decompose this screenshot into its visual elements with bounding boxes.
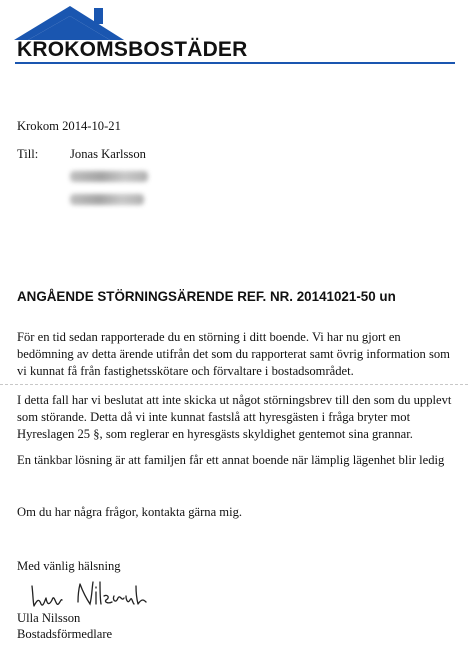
- text-line: Hyreslagen 25 §, som reglerar en hyresgästs skyldighet gentemot sina grannar.: [17, 427, 413, 441]
- brand-name: KROKOMSBOSTÄDER: [17, 38, 248, 61]
- fold-line: [0, 384, 468, 385]
- letterhead-rule: [15, 62, 455, 64]
- subject-heading: ANGÅENDE STÖRNINGSÄRENDE REF. NR. 20141021-50 un: [17, 289, 396, 304]
- body-paragraph-3: [17, 452, 444, 469]
- body-paragraph-2: [17, 392, 451, 443]
- redacted-postal-line: [70, 194, 144, 205]
- text-line: Om du har några frågor, kontakta gärna mig.: [17, 505, 243, 519]
- text-line: som störande. Detta då vi inte kunnat fastslå att hyresgästen i fråga bryter mot: [17, 410, 411, 424]
- recipient-name: Jonas Karlsson: [70, 147, 146, 161]
- text-line: För en tid sedan rapporterade du en störning i ditt boende. Vi har nu gjort en: [17, 330, 401, 344]
- handwritten-signature: [28, 576, 158, 610]
- body-paragraph-4: [17, 504, 242, 521]
- text-line: vi kunnat få från fastighetsskötare och förvaltare i bostadsområdet.: [17, 364, 354, 378]
- redacted-address-line: [70, 171, 148, 182]
- place-date: Krokom 2014-10-21: [17, 119, 121, 133]
- text-line: bedömning av detta ärende utifrån det som du rapporterat samt övrig information som: [17, 347, 450, 361]
- house-roof-icon: [14, 4, 124, 42]
- recipient-label: Till:: [17, 147, 39, 161]
- closing-greeting: Med vänlig hälsning: [17, 559, 121, 573]
- text-line: I detta fall har vi beslutat att inte skicka ut något störningsbrev till den som du upplevt: [17, 393, 452, 407]
- text-line: En tänkbar lösning är att familjen får ett annat boende när lämplig lägenhet blir ledig: [17, 453, 445, 467]
- signatory-title: Bostadsförmedlare: [17, 627, 113, 641]
- signatory-name: Ulla Nilsson: [17, 611, 81, 625]
- body-paragraph-1: [17, 329, 450, 380]
